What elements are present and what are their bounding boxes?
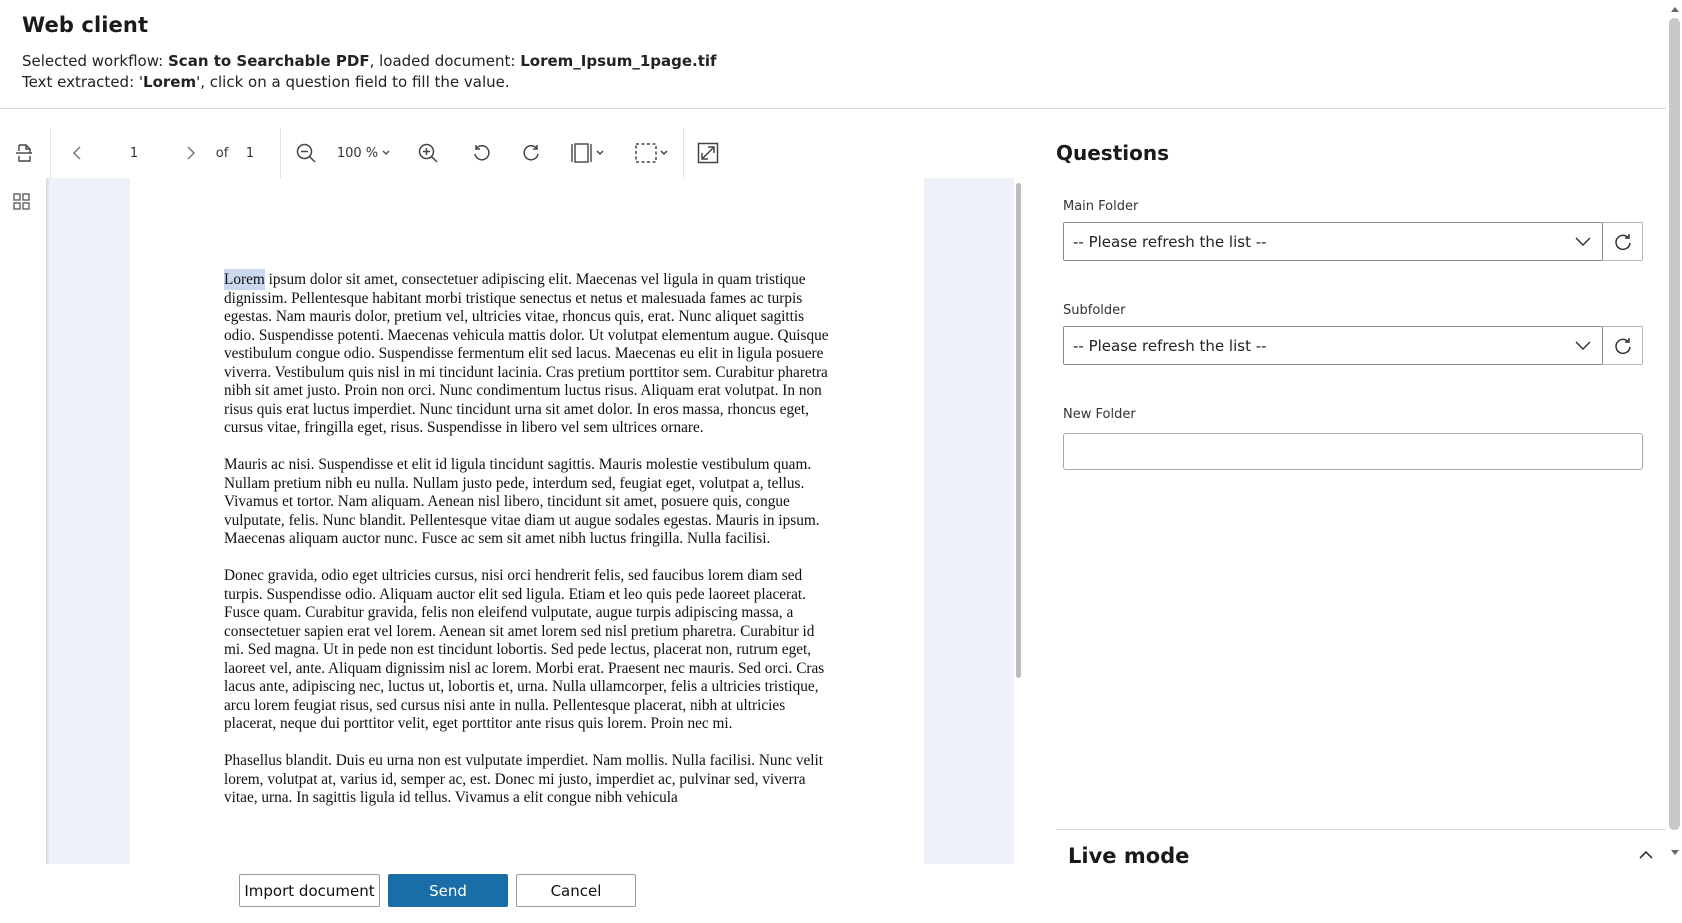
- workflow-prefix: Selected workflow:: [22, 52, 168, 70]
- thumbnails-grid-icon[interactable]: [12, 192, 32, 217]
- document-viewer[interactable]: [46, 178, 1022, 864]
- send-button[interactable]: Send: [388, 874, 508, 907]
- live-mode-divider: [1056, 829, 1666, 830]
- toolbar-separator: [683, 128, 684, 178]
- paragraph-2: Mauris ac nisi. Suspendisse et elit id ligula tincidunt sagittis. Mauris molestie vestibulum quam. Nullam pretium nibh eu nulla. Nullam justo pede, interdum sed, feugiat eget, volutpat a, tellus. Vivamus et tortor. Nam aliquam. Aenean nisl libero, tincidunt sit amet, posuere quis, congue vulputate, felis. Nunc blandit. Pellentesque vitae diam ut augue sodales egestas. Mauris in ipsum. Maecenas aliquam auctor nunc. Fusce ac sem sit amet nibh luctus fringilla. Nulla facilisi.: [224, 456, 820, 547]
- paragraph-4: Phasellus blandit. Duis eu urna non est vulputate imperdiet. Nam mollis. Nulla facilisi. Nunc velit lorem, volutpat at, varius id, semper ac, est. Donec mi justo, imperdiet ac, pulvinar sed, viverra vitae, urna. In sagittis ligula id tellus. Vivamus a elit congue nibh vehicula: [224, 752, 824, 806]
- subfolder-select[interactable]: [1063, 326, 1603, 365]
- extracted-highlight[interactable]: Lorem: [224, 271, 265, 288]
- workflow-name: Scan to Searchable PDF: [168, 52, 370, 70]
- fullscreen-icon[interactable]: [693, 128, 723, 178]
- refresh-icon: [1613, 232, 1633, 252]
- main-folder-label: Main Folder: [1063, 199, 1139, 214]
- main-folder-select[interactable]: [1063, 222, 1603, 261]
- rotate-left-icon[interactable]: [466, 128, 496, 178]
- chevron-down-icon: [1574, 234, 1592, 248]
- viewer-edge: [46, 178, 50, 864]
- workflow-line: [22, 51, 717, 72]
- viewer-toolbar: [0, 128, 1030, 178]
- rotate-right-icon[interactable]: [517, 128, 547, 178]
- main-folder-value: -- Please refresh the list --: [1073, 232, 1267, 251]
- import-document-button[interactable]: Import document: [239, 874, 380, 907]
- subfolder-label: Subfolder: [1063, 303, 1126, 318]
- document-page[interactable]: [130, 178, 924, 864]
- new-folder-input[interactable]: [1063, 433, 1643, 470]
- zoom-out-icon[interactable]: [291, 128, 321, 178]
- zoom-dropdown[interactable]: [334, 128, 394, 178]
- zoom-dropdown-icon: [381, 149, 391, 157]
- page-of-label: of: [215, 145, 229, 161]
- live-mode-header[interactable]: Live mode: [1068, 844, 1190, 864]
- paragraph-1-text: ipsum dolor sit amet, consectetuer adipiscing elit. Maecenas vel ligula in quam tristique dignissim. Pellentesque habitant morbi tristique senectus et netus et malesuada fames ac turpis egestas. Nam mauris dolor, pretium vel, ultricies vitae, rhoncus quis, erat. Nunc aliquet sagittis odio. Suspendisse potenti. Maecenas vehicula mattis dolor. Ut volutpat elementum augue. Quisque vestibulum congue odio. Suspendisse fermentum elit sed lacus. Maecenas eu elit in ligula posuere viverra. Vestibulum quis nisl in mi tincidunt lacinia. Cras pretium porttitor sem. Curabitur pharetra nibh sit amet justo. Proin non orci. Nunc condimentum luctus risus. Aliquam erat volutpat. In non risus quis erat luctus imperdiet. Nunc tincidunt urna sit amet dolor. In eros massa, rhoncus eget, cursus vitae, fringilla eget, risus. Suspendisse in libero vel sem ultrices ornare.: [224, 271, 829, 436]
- selection-icon[interactable]: [630, 128, 674, 178]
- subfolder-refresh-button[interactable]: [1603, 326, 1643, 365]
- next-page-icon[interactable]: [176, 128, 206, 178]
- cancel-button[interactable]: Cancel: [516, 874, 636, 907]
- subfolder-value: -- Please refresh the list --: [1073, 336, 1267, 355]
- side-rail: [0, 178, 46, 864]
- zoom-level: 100 %: [336, 145, 379, 161]
- extracted-text: Lorem: [143, 73, 197, 91]
- prev-page-icon[interactable]: [62, 128, 92, 178]
- paragraph-3: Donec gravida, odio eget ultricies cursus, nisi orci hendrerit felis, sed faucibus lorem diam sed turpis. Suspendisse odio. Aliquam auctor elit sed ligula. Etiam et leo quis pede laoreet placerat. Fusce quam. Curabitur gravida, felis non eleifend vulputate, augue turpis adipiscing massa, a consectetuer sapien erat vel lorem. Aenean sit amet lorem sed nisl pretium pharetra. Curabitur id mi. Sed magna. Ut in pede non est tincidunt lobortis. Sed pede lectus, placerat non, rutrum eget, laoreet vel, ante. Aliquam dignissim nisl ac lorem. Morbi erat. Praesent nec mauris. Sed orci. Cras lacus ante, adipiscing nec, luctus ut, lobortis et, urna. Nulla ullamcorper, felis a ultricies tristique, arcu lorem feugiat risus, sed cursus nisi ante in nulla. Pellentesque placerat, nibh at ultricies placerat, neque dui porttitor velit, eget porttitor ante risus quis lorem. Proin nec mi.: [224, 567, 825, 732]
- page-number-input[interactable]: 1: [129, 145, 139, 161]
- questions-title: Questions: [1056, 141, 1170, 165]
- extracted-line: [22, 72, 717, 93]
- page-layout-icon[interactable]: [566, 128, 610, 178]
- app-title: Web client: [22, 13, 149, 37]
- paragraph-1: [224, 271, 836, 438]
- scroll-down-arrow-icon[interactable]: [1669, 848, 1680, 858]
- main-folder-refresh-button[interactable]: [1603, 222, 1643, 261]
- toolbar-separator: [280, 128, 281, 178]
- page-total: 1: [245, 145, 255, 161]
- chevron-down-icon: [1574, 338, 1592, 352]
- extracted-suffix: ', click on a question field to fill the value.: [196, 73, 510, 91]
- document-name: Lorem_Ipsum_1page.tif: [520, 52, 717, 70]
- chevron-up-icon[interactable]: [1638, 848, 1654, 866]
- document-text[interactable]: [224, 271, 836, 826]
- scroll-up-arrow-icon[interactable]: [1669, 4, 1680, 14]
- zoom-in-icon[interactable]: [413, 128, 443, 178]
- refresh-icon: [1613, 336, 1633, 356]
- new-folder-label: New Folder: [1063, 407, 1136, 422]
- workflow-info: [22, 51, 717, 93]
- document-prefix: , loaded document:: [369, 52, 521, 70]
- viewer-scrollbar-thumb[interactable]: [1016, 183, 1021, 678]
- extracted-prefix: Text extracted: ': [22, 73, 144, 91]
- toolbar-separator: [50, 128, 51, 178]
- scan-icon[interactable]: [8, 128, 40, 178]
- page-scrollbar-thumb[interactable]: [1669, 18, 1680, 830]
- header-divider: [0, 108, 1666, 109]
